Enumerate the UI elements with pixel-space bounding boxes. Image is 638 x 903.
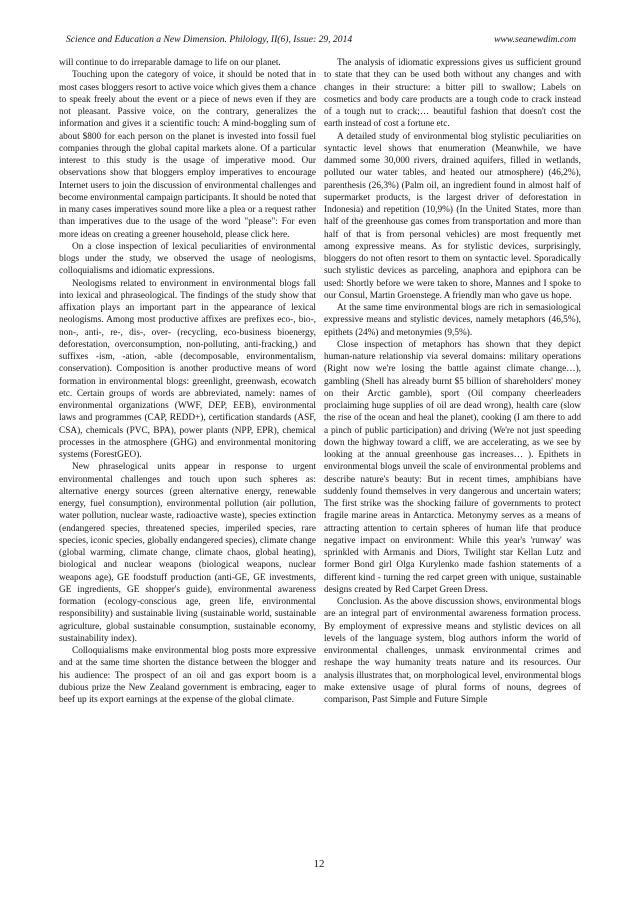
right-column: [324, 57, 581, 837]
paragraph: Close inspection of metaphors has shown that they depict human-nature relationship via several domains: military operations (Right now we're losing the battle against climate change…), gambling (Shell has already burnt $5 billion of shareholders' money on their Arctic gamble), sport (Oil company cheerleaders proclaiming huge supplies of oil are dead wrong), health care (slow the rise of the ocean and heal the planet), cooking (I am there to add a pinch of public participation) and driving (We're not just speeding down the highway toward a cliff, we are accelerating, as we see by looking at the annual greenhouse gas increases… ). Epithets in environmental blogs unveil the scale of environmental problems and describe nature's beauty: But in recent times, amphibians have suddenly found themselves in very dangerous and uncertain waters; The first strike was the shocking failure of governments to protect fragile marine areas in Antarctica. Metonymy serves as a means of attracting attention to certain spheres of human life that produce negative impact on environment: While this year's 'runway' was sprinkled with Armanis and Diors, Twilight star Kellan Lutz and former Bond girl Olga Kurylenko made fashion statements of a different kind - turning the red carpet green with unique, sustainable designs created by Red Carpet Green Dress.: [324, 339, 581, 595]
paragraph: A detailed study of environmental blog stylistic peculiarities on syntactic level shows that enumeration (Meanwhile, we have dammed some 30,000 rivers, drained aquifers, filled in wetlands, polluted our water tables, and heated our atmosphere) (46,2%), parenthesis (26,3%) (Palm oil, an ingredient found in almost half of supermarket products, is the largest driver of deforestation in Indonesia) and repetition (10,9%) (In the United States, more than half of the greenhouse gas comes from transportation and more than half of that is from personal vehicles) are most frequently met among expressive means. As for stylistic devices, surprisingly, bloggers do not often resort to them on syntactic level. Sporadically such stylistic devices as parceling, anaphora and epiphora can be used: Shortly before we were taken to shore, Mannes and I spoke to our Consul, Martin Groenstege. A friendly man who gave us hope.: [324, 131, 581, 301]
page-number: 12: [313, 858, 325, 870]
paragraph: The analysis of idiomatic expressions gives us sufficient ground to state that they can be used both without any changes and with changes in their structure: a bitter pill to swallow; Labels on cosmetics and body care products are a tough code to crack instead of a tough nut to crack;… beautiful fashion that doesn't cost the earth instead of cost a fortune etc.: [324, 58, 581, 130]
left-column: [59, 57, 316, 837]
paragraph: Conclusion. As the above discussion shows, environmental blogs are an integral part of environmental awareness formation process. By employment of expressive means and stylistic devices on all levels of the language system, blog authors inform the world of environmental challenges, unmask environmental crimes and reshape the way humanity treats nature and its resources. Our analysis illustrates that, on morphological level, environmental blogs make extensive usage of plural forms of nouns, degrees of comparison, Past Simple and Future Simple: [324, 597, 581, 705]
paragraph: Neologisms related to environment in environmental blogs fall into lexical and phraseological. The findings of the study show that affixation plays an important part in the appearance of lexical neologisms. Among most productive affixes are prefixes eco-, bio-, non-, anti-, re-, dis-, over- (recycling, eco-business bioenergy, deforestation, overconsumption, non-polluting, anti-fracking,) and suffixes -ism, -ation, -able (decomposable, environmentalism, conservation). Composition is another productive means of word formation in environmental blogs: greenlight, greenwash, ecowatch etc. Certain groups of words are abbreviated, namely: names of environmental organizations (WWF, DEP, EEB), environmental laws and programmes (CAP, REDD+), certification standards (ASF, CSA), chemicals (PVC, BPA), power plants (NPP, EPR), chemical processes in the atmosphere (GHG) and environmental monitoring systems (ForestGEO).: [59, 278, 316, 460]
paragraph: At the same time environmental blogs are rich in semasiological expressive means and stylistic devices, namely metaphors (46,5%), epithets (24%) and metonymies (9,5%).: [324, 303, 581, 338]
journal-title: Science and Education a New Dimension. Philology, II(6), Issue: 29, 2014: [66, 34, 353, 45]
paragraph: New phraselogical units appear in response to urgent environmental challenges and touch upon such spheres as: alternative energy sources (green alternative energy, renewable energy, fuel consumption), environmental pollution (air pollution, water pollution, nuclear waste, radioactive waste), species extinction (endangered species, threatened species, imperiled species, rare species, iconic species, globally endangered species), climate change (global warming, climate change, climate chaos, global heating), biological and nuclear weapons (biological weapons, nuclear weapons age), GE foodstuff production (anti-GE, GE investments, GE ingredients, GE shopper's guide), environmental awareness formation (ecology-conscious age, green life, environmental responsibility) and sustainable living (sustainable world, sustainable agriculture, global sustainable consumption, sustainable economy, sustainability index).: [59, 462, 316, 644]
paragraph: Touching upon the category of voice, it should be noted that in most cases bloggers resort to active voice which gives them a chance to speak freely about the event or a piece of news even if they are not pleasant. Passive voice, on the contrary, generalizes the information and gives it a scientific touch: A mind-boggling sum of about $800 for each person on the planet is invested into fossil fuel companies through the global capital markets alone. Of a particular interest to this study is the usage of imperative mood. Our observations show that bloggers employ imperatives to encourage Internet users to join the discussion of environmental challenges and become environmental campaign participants. It should be noted that in many cases imperatives sound more like a plea or a request rather than imperatives due to the usage of the word "please": For even more ideas on creating a greener household, please click here.: [59, 70, 316, 240]
paragraph: Colloquialisms make environmental blog posts more expressive and at the same time shorten the distance between the blogger and his audience: The prospect of an oil and gas export boom is a dubious prize the New Zealand government is embracing, eager to beef up its export earnings at the expense of the global climate.: [59, 646, 316, 705]
paragraph: will continue to do irreparable damage to life on our planet.: [59, 58, 281, 68]
paragraph: On a close inspection of lexical peculiarities of environmental blogs under the study, we observed the usage of neologisms, colloquialisms and idiomatic expressions.: [59, 241, 316, 277]
journal-website: www.seanewdim.com: [494, 34, 576, 45]
